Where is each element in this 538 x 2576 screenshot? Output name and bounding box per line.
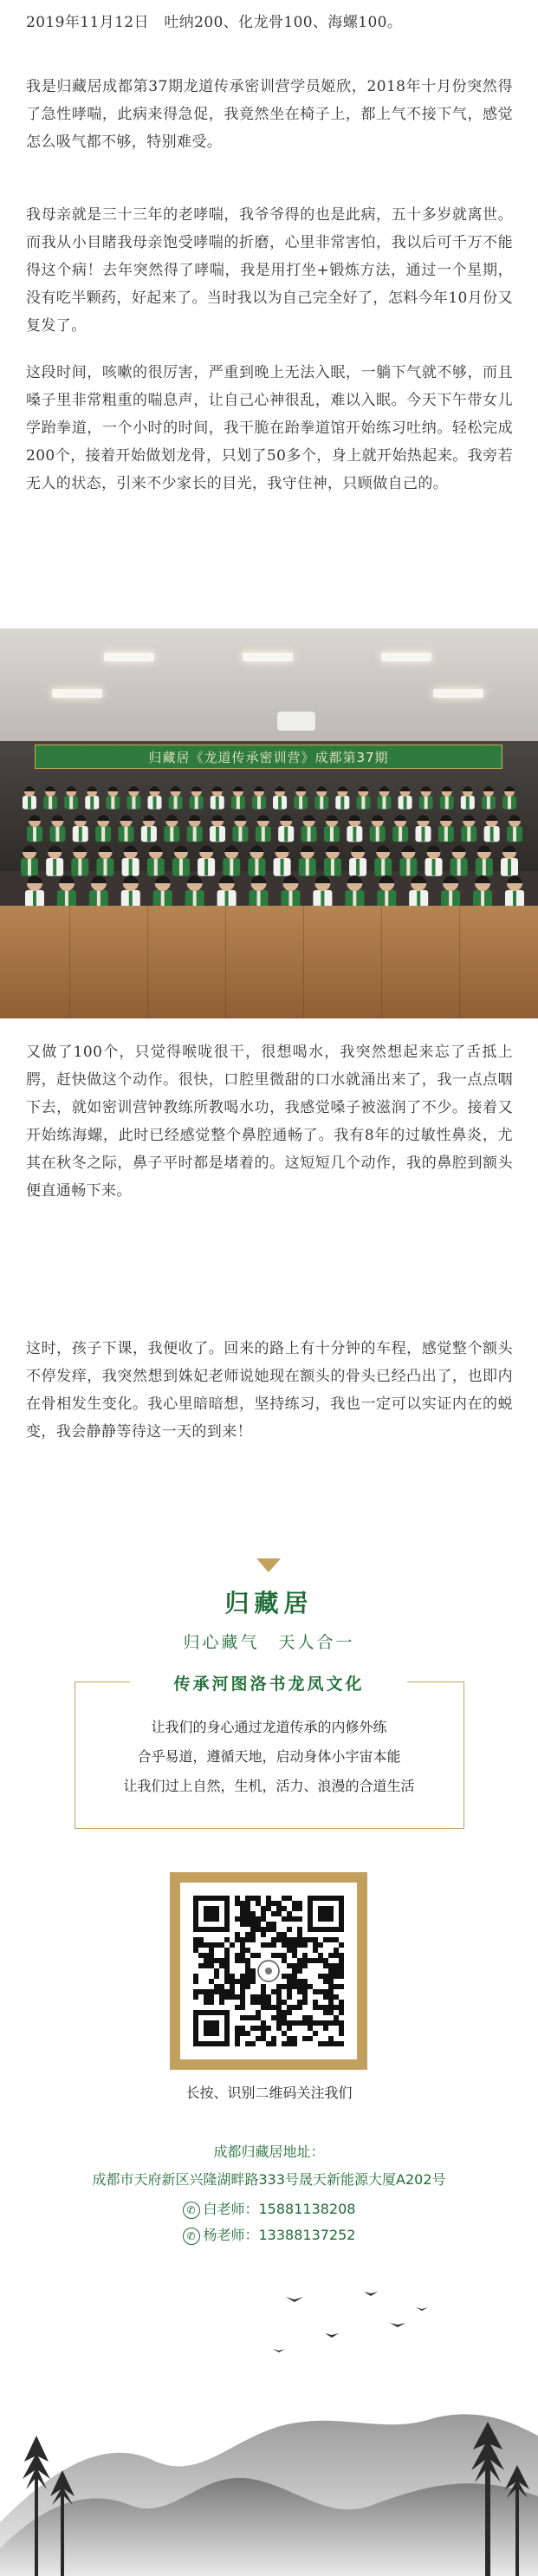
article-paragraph: 这时，孩子下课，我便收了。回来的路上有十分钟的车程，感觉整个额头不停发痒，我突然想到姝妃老师说她现在额头的骨头已经凸出了，也即内在骨相发生变化。我心里暗暗想，坚持练习，我也一定可以实证内在的蜕变，我会静静等待这一天的到来！: [26, 1340, 513, 1441]
article-paragraph: 我是归藏居成都第37期龙道传承密训营学员姬欣，2018年十月份突然得了急性哮喘，此病来得急促，我竟然坐在椅子上，都上气不接下气，感觉怎么吸气都不够，特别难受。: [26, 78, 513, 151]
phone-icon: ✆: [183, 2202, 200, 2219]
group-photo: [0, 628, 538, 1018]
qr-code-pattern: [180, 1883, 357, 2059]
article-paragraph: 我母亲就是三十三年的老哮喘，我爷爷得的也是此病，五十多岁就离世。而我从小目睹我母亲饱受哮喘的折磨，心里非常害怕，我以后可千万不能得这个病！去年突然得了哮喘，我是用打坐+锻炼方法，通过一个星期，没有吃半颗药，好起来了。当时我以为自己完全好了，怎料今年10月份又复发了。: [26, 206, 513, 335]
culture-line: 让我们的身心通过龙道传承的内修外练: [151, 1719, 387, 1735]
article-date-line: 2019年11月12日 吐纳200、化龙骨100、海螺100。: [26, 14, 403, 31]
address-title: 成都归藏居地址：: [213, 2143, 325, 2160]
article-paragraph: 这段时间，咳嗽的很厉害，严重到晚上无法入眠，一躺下气就不够，而且嗓子里非常粗重的喘息声，让自己心神很乱，难以入眠。今天下午带女儿学跆拳道，一个小时的时间，我干脆在跆拳道馆开始练习吐纳。轻松完成200个，接着开始做划龙骨，只划了50多个，身上就开始热起来。我旁若无人的状态，引来不少家长的目光，我守住神，只顾做自己的。: [26, 364, 513, 492]
address-text: 成都市天府新区兴隆湖畔路333号晟天新能源大厦A202号: [92, 2171, 446, 2188]
phone-text: 白老师：15881138208: [203, 2201, 356, 2217]
qr-code-frame[interactable]: [170, 1872, 367, 2070]
photo-lamp: [433, 689, 483, 698]
photo-lamp: [243, 653, 293, 661]
footer-card: [0, 1543, 538, 2576]
phone-icon: ✆: [183, 2228, 200, 2245]
projector: [277, 712, 315, 731]
phone-line[interactable]: [0, 2198, 538, 2219]
article-paragraph: 又做了100个，只觉得喉咙很干，很想喝水，我突然想起来忘了舌抵上腭，赶快做这个动作。很快，口腔里微甜的口水就涌出来了，我一点点咽下去，就如密训营钟教练所教喝水功，我感觉嗓子被滋润了不少。接着又开始练海螺，此时已经感觉整个鼻腔通畅了。我有8年的过敏性鼻炎，尤其在秋冬之际，鼻子平时都是堵着的。这短短几个动作，我的鼻腔到额头便直通畅下来。: [26, 1044, 513, 1200]
photo-ceiling: [0, 628, 538, 741]
photo-lamp: [52, 689, 102, 698]
bird-icon: [273, 2292, 428, 2352]
photo-floor: [0, 906, 538, 1018]
culture-line: 合乎易道，遵循天地，启动身体小宇宙本能: [137, 1748, 401, 1765]
photo-banner: 归藏居《龙道传承密训营》成都第37期: [35, 745, 502, 769]
photo-crowd: [12, 776, 527, 906]
brand-name: 归藏居: [224, 1589, 314, 1617]
phone-line[interactable]: [0, 2224, 538, 2245]
photo-lamp: [381, 653, 431, 661]
culture-line: 让我们过上自然，生机，活力、浪漫的合道生活: [123, 1778, 415, 1794]
culture-title: 传承河图洛书龙凤文化: [173, 1675, 365, 1694]
brand-slogan: 归心藏气 天人合一: [183, 1633, 355, 1652]
qr-caption: 长按、识别二维码关注我们: [185, 2085, 353, 2101]
phone-text: 杨老师：13388137252: [203, 2227, 356, 2243]
triangle-ornament-icon: [256, 1558, 281, 1572]
qr-code[interactable]: [180, 1883, 357, 2059]
ink-landscape-illustration: [0, 2262, 538, 2576]
photo-lamp: [104, 653, 154, 661]
